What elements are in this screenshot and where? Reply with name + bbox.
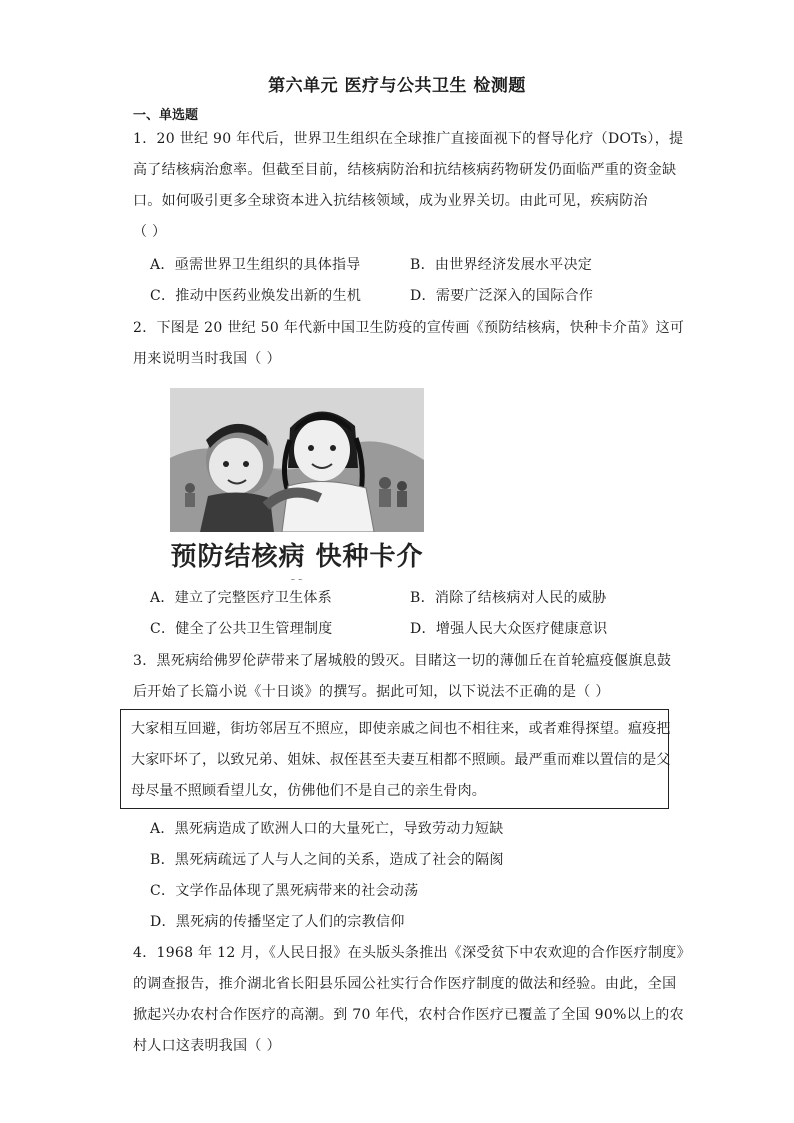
question-1-option-a[interactable]: A．亟需世界卫生组织的具体指导 (150, 257, 361, 273)
question-3-line: 后开始了长篇小说《十日谈》的撰写。据此可知，以下说法不正确的是（ ） (133, 684, 610, 700)
question-3-option-c[interactable]: C．文学作品体现了黑死病带来的社会动荡 (150, 883, 419, 899)
question-3-line: 3．黑死病给佛罗伦萨带来了屠城般的毁灭。目睹这一切的薄伽丘在首轮瘟疫偃旗息鼓 (133, 653, 672, 669)
question-3-option-d[interactable]: D．黑死病的传播坚定了人们的宗教信仰 (150, 914, 405, 930)
question-2-line: 用来说明当时我国（ ） (133, 351, 281, 367)
page-title: 第六单元 医疗与公共卫生 检测题 (268, 76, 526, 96)
question-2-line: 2．下图是 20 世纪 50 年代新中国卫生防疫的宣传画《预防结核病，快种卡介苗》这可 (133, 320, 685, 336)
question-1-line: 口。如何吸引更多全球资本进入抗结核领域，成为业界关切。由此可见，疾病防治 (133, 193, 648, 209)
question-3-option-b[interactable]: B．黑死病疏远了人与人之间的关系，造成了社会的隔阂 (150, 852, 504, 868)
quote-line: 大家吓坏了，以致兄弟、姐妹、叔侄甚至夫妻互相都不照顾。最严重而难以置信的是父 (131, 752, 671, 768)
section-heading: 一、单选题 (133, 108, 199, 123)
question-1-line: （ ） (133, 224, 167, 240)
quote-line: 大家相互回避，街坊邻居互不照应，即使亲戚之间也不相往来，或者难得探望。瘟疫把 (131, 721, 671, 737)
question-4-line: 村人口这表明我国（ ） (133, 1038, 281, 1054)
question-4-line: 的调查报告，推介湖北省长阳县乐园公社实行合作医疗制度的做法和经验。由此，全国 (133, 976, 677, 992)
poster-illustration (170, 388, 424, 532)
question-4-line: 掀起兴办农村合作医疗的高潮。到 70 年代，农村合作医疗已覆盖了全国 90%以上的农 (133, 1007, 684, 1023)
question-1-option-b[interactable]: B．由世界经济发展水平决定 (410, 257, 593, 273)
question-1-line: 高了结核病治愈率。但截至目前，结核病防治和抗结核病药物研发仍面临严重的资金缺 (133, 162, 677, 178)
question-1-line: 1．20 世纪 90 年代后，世界卫生组织在全球推广直接面视下的督导化疗（DOTs），提 (133, 131, 684, 147)
question-2-option-c[interactable]: C．健全了公共卫生管理制度 (150, 621, 333, 637)
quote-line: 母尽量不照顾看望儿女，仿佛他们不是自己的亲生骨肉。 (131, 783, 486, 799)
question-1-option-c[interactable]: C．推动中医药业焕发出新的生机 (150, 288, 362, 304)
propaganda-poster-image (170, 388, 424, 580)
question-2-option-d[interactable]: D．增强人民大众医疗健康意识 (410, 621, 608, 637)
question-1-option-d[interactable]: D．需要广泛深入的国际合作 (410, 288, 594, 304)
question-3-option-a[interactable]: A．黑死病造成了欧洲人口的大量死亡，导致劳动力短缺 (150, 821, 504, 837)
question-2-option-a[interactable]: A．建立了完整医疗卫生体系 (150, 590, 333, 606)
question-2-option-b[interactable]: B．消除了结核病对人民的威胁 (410, 590, 607, 606)
question-4-line: 4．1968 年 12 月，《人民日报》在头版头条推出《深受贫下中农欢迎的合作医疗制度》 (133, 945, 691, 961)
source-quote-box (120, 709, 669, 809)
poster-caption: 预防结核病 快种卡介 (170, 542, 424, 572)
